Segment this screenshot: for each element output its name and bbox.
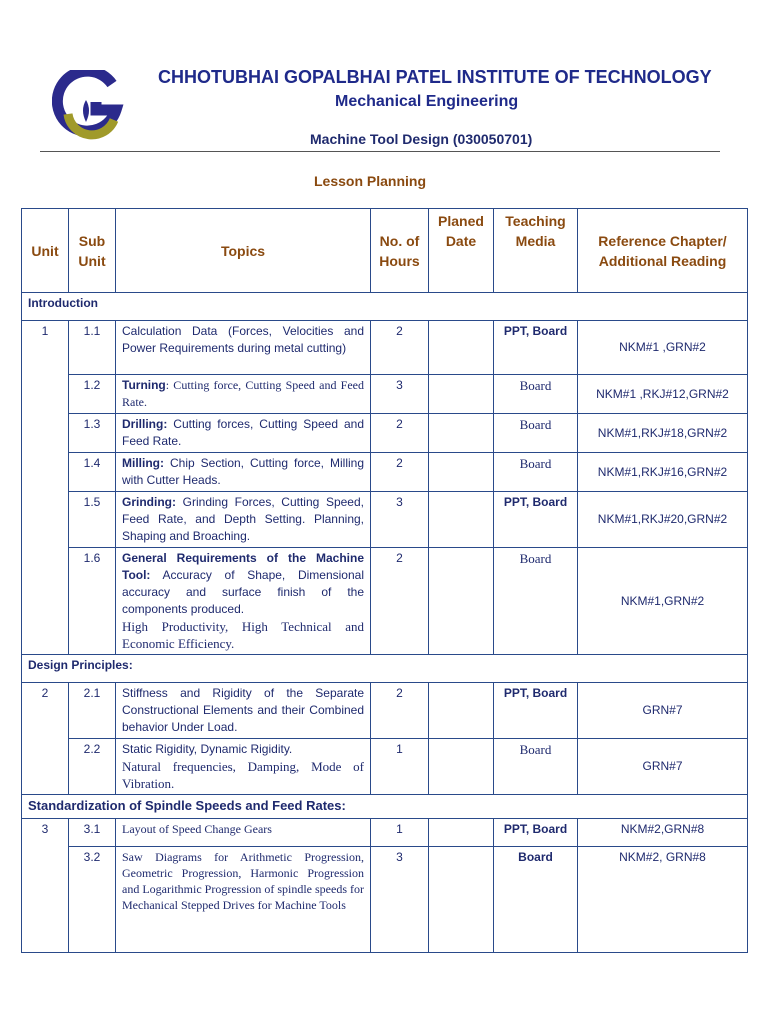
sub-unit-cell: 3.2 [69, 847, 116, 953]
hours-cell: 2 [371, 414, 429, 453]
table-row [22, 683, 748, 739]
sub-unit-cell: 1.5 [69, 492, 116, 548]
hours-cell: 3 [371, 847, 429, 953]
section-title: Introduction [22, 293, 748, 321]
hours-cell: 1 [371, 819, 429, 847]
topic-text: Accuracy of Shape, Dimensional accuracy and surface finish of the components produced. [122, 568, 364, 616]
media-cell: PPT, Board [494, 321, 578, 375]
reference-cell: NKM#2,GRN#8 [578, 819, 748, 847]
hours-cell: 2 [371, 321, 429, 375]
topic-cell [116, 739, 371, 795]
date-cell [429, 548, 494, 655]
table-row [22, 321, 748, 375]
reference-cell: GRN#7 [578, 739, 748, 795]
media-cell: Board [494, 414, 578, 453]
topic-text: : Cutting force, Cutting Speed and Feed Rate. [122, 378, 364, 409]
column-header-sub-unit: Sub Unit [69, 209, 116, 293]
topic-heading: General Requirements of the Machine Tool: [122, 551, 364, 582]
table-row [22, 492, 748, 548]
reference-cell: NKM#1,GRN#2 [578, 548, 748, 655]
topic-cell [116, 548, 371, 655]
header-divider [40, 151, 720, 152]
section-row [22, 293, 748, 321]
reference-cell: NKM#1,RKJ#18,GRN#2 [578, 414, 748, 453]
table-row [22, 819, 748, 847]
date-cell [429, 819, 494, 847]
column-header-unit: Unit [22, 209, 69, 293]
media-cell: PPT, Board [494, 492, 578, 548]
column-header-reference: Reference Chapter/ Additional Reading [578, 209, 748, 293]
topic-text: Chip Section, Cutting force, Milling with Cutter Heads. [122, 456, 364, 487]
topic-cell: Stiffness and Rigidity of the Separate Constructional Elements and their Combined behavior Under Load. [116, 683, 371, 739]
topic-text-extra: Natural frequencies, Damping, Mode of Vibration. [122, 759, 364, 791]
topic-cell: Calculation Data (Forces, Velocities and Power Requirements during metal cutting) [116, 321, 371, 375]
topic-text: Cutting forces, Cutting Speed and Feed Rate. [122, 417, 364, 448]
column-header-date: Planed Date [429, 209, 494, 293]
date-cell [429, 375, 494, 414]
date-cell [429, 414, 494, 453]
hours-cell: 2 [371, 548, 429, 655]
media-cell: Board [494, 847, 578, 953]
table-row [22, 453, 748, 492]
topic-heading: Grinding: [122, 495, 176, 509]
sub-unit-cell: 1.6 [69, 548, 116, 655]
date-cell [429, 321, 494, 375]
course-title: Machine Tool Design (030050701) [310, 131, 533, 147]
hours-cell: 1 [371, 739, 429, 795]
unit-cell: 1 [22, 321, 69, 655]
institute-name: CHHOTUBHAI GOPALBHAI PATEL INSTITUTE OF TECHNOLOGY [158, 67, 712, 87]
sub-unit-cell: 2.1 [69, 683, 116, 739]
reference-cell: NKM#1 ,RKJ#12,GRN#2 [578, 375, 748, 414]
reference-cell: NKM#1,RKJ#20,GRN#2 [578, 492, 748, 548]
media-cell: Board [494, 739, 578, 795]
unit-cell: 2 [22, 683, 69, 795]
document-title: Lesson Planning [314, 173, 427, 189]
media-cell: Board [494, 453, 578, 492]
date-cell [429, 847, 494, 953]
table-row [22, 739, 748, 795]
reference-cell: NKM#2, GRN#8 [578, 847, 748, 953]
topic-cell [116, 414, 371, 453]
hours-cell: 3 [371, 375, 429, 414]
sub-unit-cell: 1.4 [69, 453, 116, 492]
column-header-hours: No. of Hours [371, 209, 429, 293]
topic-cell [116, 492, 371, 548]
topic-cell: Saw Diagrams for Arithmetic Progression, Geometric Progression, Harmonic Progression and Logarithmic Progression of spindle speeds for Mechanical Stepped Drives for Machine Tools [116, 847, 371, 953]
section-row [22, 655, 748, 683]
topic-cell [116, 453, 371, 492]
media-cell: Board [494, 548, 578, 655]
topic-cell: Layout of Speed Change Gears [116, 819, 371, 847]
institute-logo-icon [52, 70, 126, 144]
sub-unit-cell: 1.2 [69, 375, 116, 414]
hours-cell: 3 [371, 492, 429, 548]
topic-heading: Turning [122, 378, 166, 392]
table-row [22, 375, 748, 414]
media-cell: Board [494, 375, 578, 414]
table-row [22, 414, 748, 453]
sub-unit-cell: 2.2 [69, 739, 116, 795]
topic-cell [116, 375, 371, 414]
hours-cell: 2 [371, 453, 429, 492]
date-cell [429, 492, 494, 548]
reference-cell: NKM#1,RKJ#16,GRN#2 [578, 453, 748, 492]
table-header-row [22, 209, 748, 293]
topic-heading: Milling: [122, 456, 164, 470]
hours-cell: 2 [371, 683, 429, 739]
topic-text-extra: High Productivity, High Technical and Economic Efficiency. [122, 619, 364, 651]
table-row [22, 847, 748, 953]
column-header-media: Teaching Media [494, 209, 578, 293]
date-cell [429, 453, 494, 492]
table-row [22, 548, 748, 655]
section-title: Design Principles: [22, 655, 748, 683]
sub-unit-cell: 1.1 [69, 321, 116, 375]
date-cell [429, 739, 494, 795]
lesson-plan-table [21, 208, 748, 953]
column-header-topics: Topics [116, 209, 371, 293]
topic-text: Grinding Forces, Cutting Speed, Feed Rate, and Depth Setting. Planning, Shaping and Broaching. [122, 495, 364, 543]
media-cell: PPT, Board [494, 819, 578, 847]
section-row [22, 795, 748, 819]
section-title: Standardization of Spindle Speeds and Feed Rates: [22, 795, 748, 819]
topic-heading: Drilling: [122, 417, 168, 431]
media-cell: PPT, Board [494, 683, 578, 739]
reference-cell: NKM#1 ,GRN#2 [578, 321, 748, 375]
sub-unit-cell: 3.1 [69, 819, 116, 847]
reference-cell: GRN#7 [578, 683, 748, 739]
topic-text: Static Rigidity, Dynamic Rigidity. [122, 742, 293, 756]
unit-cell: 3 [22, 819, 69, 953]
date-cell [429, 683, 494, 739]
department-name: Mechanical Engineering [335, 93, 519, 110]
sub-unit-cell: 1.3 [69, 414, 116, 453]
